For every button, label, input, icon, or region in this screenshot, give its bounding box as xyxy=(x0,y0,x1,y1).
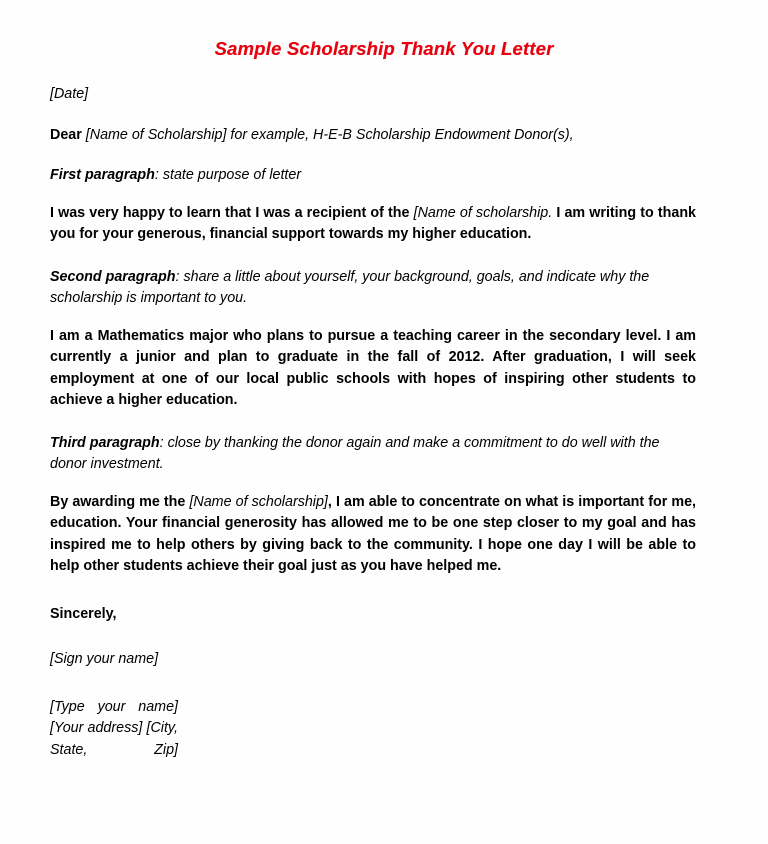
instruction-third-paragraph xyxy=(50,433,696,476)
signature-placeholder: [Sign your name] xyxy=(50,651,159,667)
body-first-after: I am writing to thank you for your generous, financial support towards my higher education. xyxy=(50,204,697,242)
body-third-italic: [Name of scholarship] xyxy=(189,493,328,510)
salutation-line xyxy=(50,125,696,147)
instruction-lead-third: Third paragraph xyxy=(50,434,160,451)
salutation-greeting: Dear xyxy=(50,126,82,143)
closing-line: Sincerely, xyxy=(50,605,117,622)
instruction-first-paragraph xyxy=(50,165,696,187)
body-paragraph-second xyxy=(50,326,696,412)
address-block: [Type your name] [Your address] [City, State, Zip] xyxy=(50,698,178,758)
body-first-before: I was very happy to learn that I was a recipient of the xyxy=(50,204,414,221)
body-second-text: I am a Mathematics major who plans to pursue a teaching career in the secondary level. I am currently a junior and plan to graduate in the fall of 2012. After graduation, I will seek employment at one of our local public schools with hopes of inspiring other students to achieve a higher education. xyxy=(50,327,696,408)
body-paragraph-first xyxy=(50,203,696,246)
instruction-rest-second: : share a little about yourself, your background, goals, and indicate why the scholarship is important to you. xyxy=(50,268,650,306)
instruction-second-paragraph xyxy=(50,267,696,310)
instruction-rest-first: : state purpose of letter xyxy=(154,167,302,183)
instruction-rest-third: : close by thanking the donor again and make a commitment to do well with the donor investment. xyxy=(50,434,660,472)
page-title: Sample Scholarship Thank You Letter xyxy=(214,38,554,59)
instruction-lead-first: First paragraph xyxy=(50,167,155,183)
salutation-rest: [Name of Scholarship] for example, H-E-B Scholarship Endowment Donor(s), xyxy=(81,126,574,143)
body-third-before: By awarding me the xyxy=(50,493,190,510)
body-paragraph-third xyxy=(50,492,696,578)
instruction-lead-second: Second paragraph xyxy=(50,268,176,285)
date-placeholder: [Date] xyxy=(50,86,89,102)
body-first-italic: [Name of scholarship. xyxy=(413,204,553,221)
letter-body xyxy=(50,84,696,783)
body-third-after: , I am able to concentrate on what is important for me, education. Your financial generosity has allowed me to be one step closer to my goal and has inspired me to help others by giving back to the community. I hope one day I will be able to help other students achieve their goal just as you have helped me. xyxy=(50,493,697,574)
